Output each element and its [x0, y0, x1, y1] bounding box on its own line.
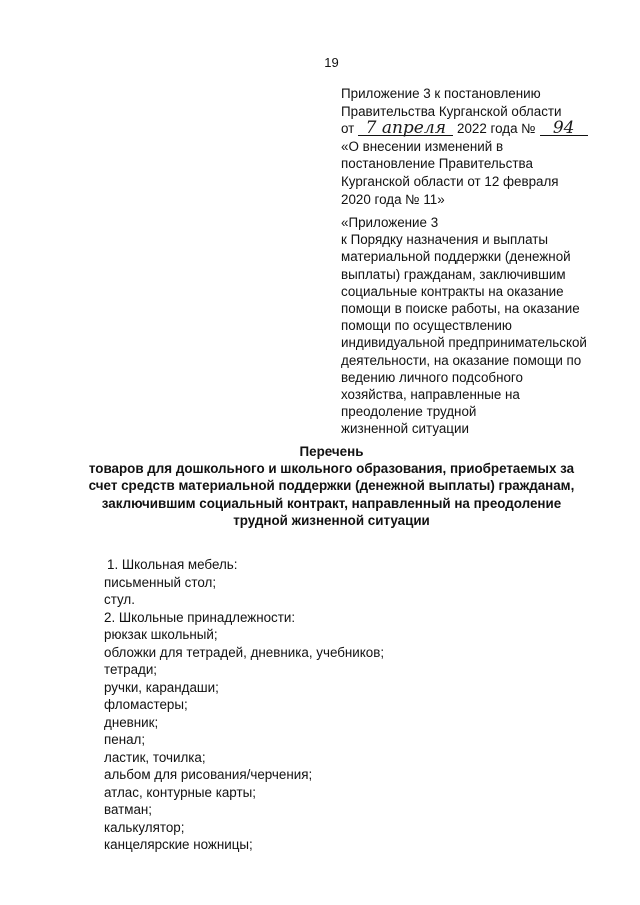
page-number: 19: [324, 55, 339, 70]
appendix-desc-4: 2020 года № 11»: [341, 191, 445, 207]
section-heading-supplies: 2. Школьные принадлежности:: [104, 609, 296, 625]
list-item: тетради;: [104, 662, 158, 677]
year-text: 2022 года №: [457, 121, 536, 137]
inner-line: ведению личного подсобного: [341, 369, 523, 385]
list-item: дневник;: [104, 714, 159, 730]
inner-line: хозяйства, направленные на: [341, 387, 520, 403]
list-item: обложки для тетрадей, дневника, учебников;: [104, 644, 385, 660]
list-item: калькулятор;: [104, 819, 185, 835]
appendix-line-2: Правительства Курганской области: [341, 103, 562, 119]
handwritten-date: 7 апреля: [358, 121, 453, 136]
inner-line: преодоление трудной: [341, 404, 477, 420]
appendix-header: [341, 85, 611, 208]
inner-line: деятельности, на оказание помощи по: [341, 352, 582, 368]
section-heading-furniture: 1. Школьная мебель:: [107, 557, 238, 572]
inner-line: «Приложение 3: [341, 215, 439, 230]
appendix-desc-3: Курганской области от 12 февраля: [341, 173, 559, 189]
list-item: стул.: [104, 592, 135, 607]
inner-appendix: [341, 214, 621, 438]
handwritten-number: 94: [540, 121, 588, 136]
list-item: рюкзак школьный;: [104, 627, 218, 642]
list-item: канцелярские ножницы;: [104, 837, 253, 852]
from-prefix: от: [341, 121, 355, 137]
list-item: ватман;: [104, 802, 153, 817]
title-line: счет средств материальной поддержки (денежной выплаты) гражданам,: [88, 478, 575, 494]
list-item: альбом для рисования/черчения;: [104, 767, 313, 782]
inner-line: жизненной ситуации: [341, 421, 469, 437]
list-item: ластик, точилка;: [104, 749, 206, 765]
list-item: атлас, контурные карты;: [104, 784, 256, 800]
list-item: фломастеры;: [104, 697, 188, 712]
inner-line: помощи в поиске работы, на оказание: [341, 301, 580, 317]
inner-line: материальной поддержки (денежной: [341, 249, 571, 265]
list-item: ручки, карандаши;: [104, 679, 219, 695]
appendix-line-1: Приложение 3 к постановлению: [341, 86, 541, 101]
inner-line: выплаты) гражданам, заключившим: [341, 266, 566, 282]
title-line: заключившим социальный контракт, направленный на преодоление: [101, 495, 562, 511]
list-item: пенал;: [104, 732, 146, 747]
inner-line: помощи по осуществлению: [341, 318, 512, 334]
inner-line: индивидуальной предпринимательской: [341, 335, 587, 351]
inner-line: к Порядку назначения и выплаты: [341, 232, 548, 248]
appendix-desc-2: постановление Правительства: [341, 156, 533, 172]
title-heading: Перечень: [299, 444, 364, 459]
document-title: [0, 443, 640, 529]
title-line: трудной жизненной ситуации: [233, 512, 430, 528]
appendix-desc-1: «О внесении изменений в: [341, 138, 504, 154]
goods-list: [104, 556, 564, 854]
list-item: письменный стол;: [104, 574, 217, 590]
appendix-date-line: [341, 120, 611, 138]
title-line: товаров для дошкольного и школьного образования, приобретаемых за: [88, 461, 575, 477]
inner-line: социальные контракты на оказание: [341, 283, 564, 299]
